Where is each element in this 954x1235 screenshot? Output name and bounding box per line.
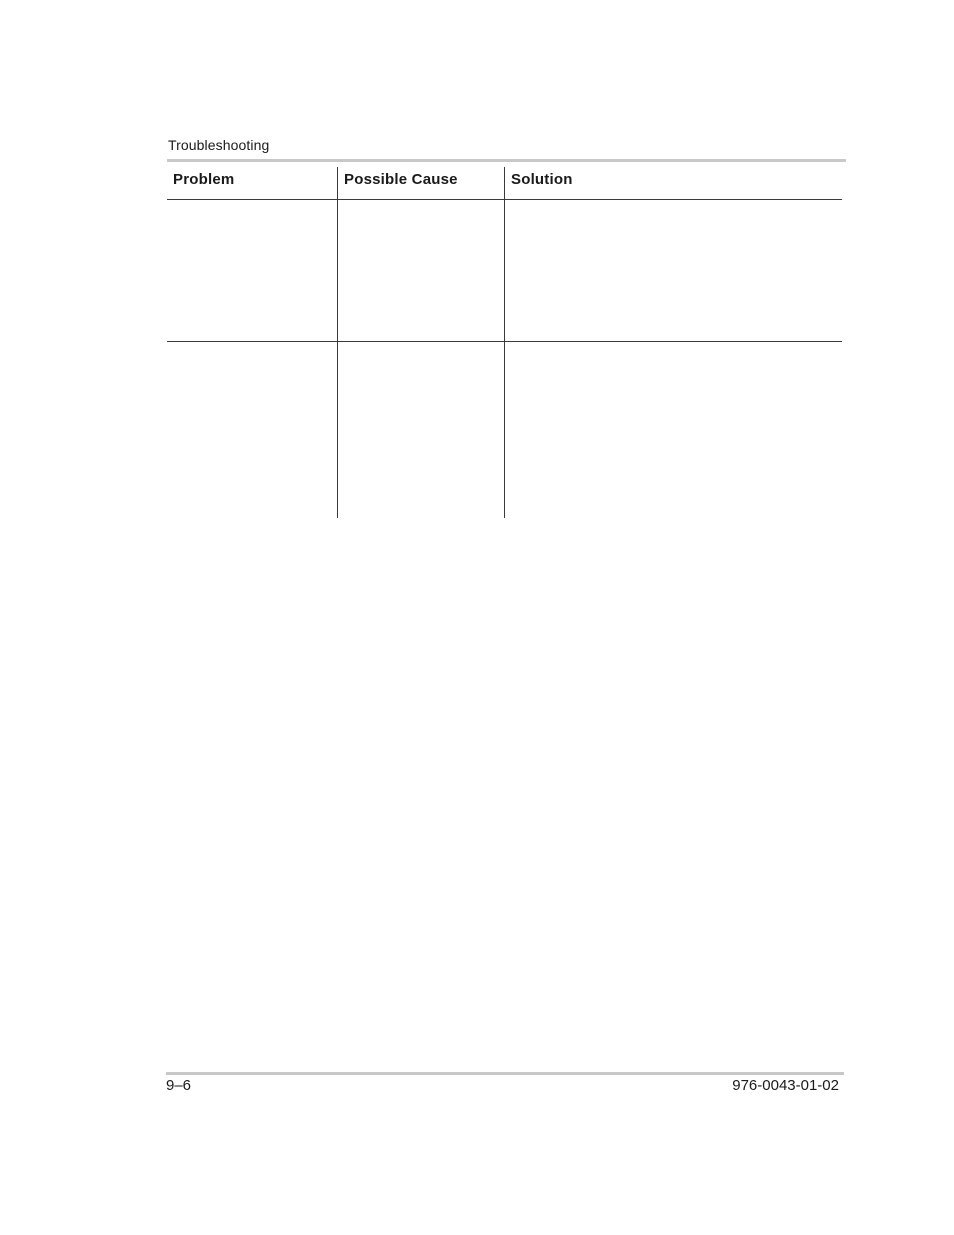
table-row xyxy=(167,342,842,518)
possible-cause-cell xyxy=(337,200,504,341)
troubleshooting-table xyxy=(167,167,842,518)
table-header-row xyxy=(167,167,842,200)
table-row xyxy=(167,200,842,342)
column-header-problem: Problem xyxy=(173,171,235,188)
problem-cell xyxy=(167,342,337,518)
page-number: 9–6 xyxy=(166,1077,192,1094)
header-rule xyxy=(167,159,846,162)
document-number: 976-0043-01-02 xyxy=(732,1077,839,1094)
solution-cell xyxy=(504,200,842,341)
running-header-title: Troubleshooting xyxy=(168,137,270,153)
footer-rule xyxy=(166,1072,844,1075)
possible-cause-cell xyxy=(337,342,504,518)
solution-cell xyxy=(504,342,842,518)
column-header-possible-cause: Possible Cause xyxy=(337,167,504,199)
column-header-solution: Solution xyxy=(504,167,842,199)
problem-cell xyxy=(167,200,337,341)
